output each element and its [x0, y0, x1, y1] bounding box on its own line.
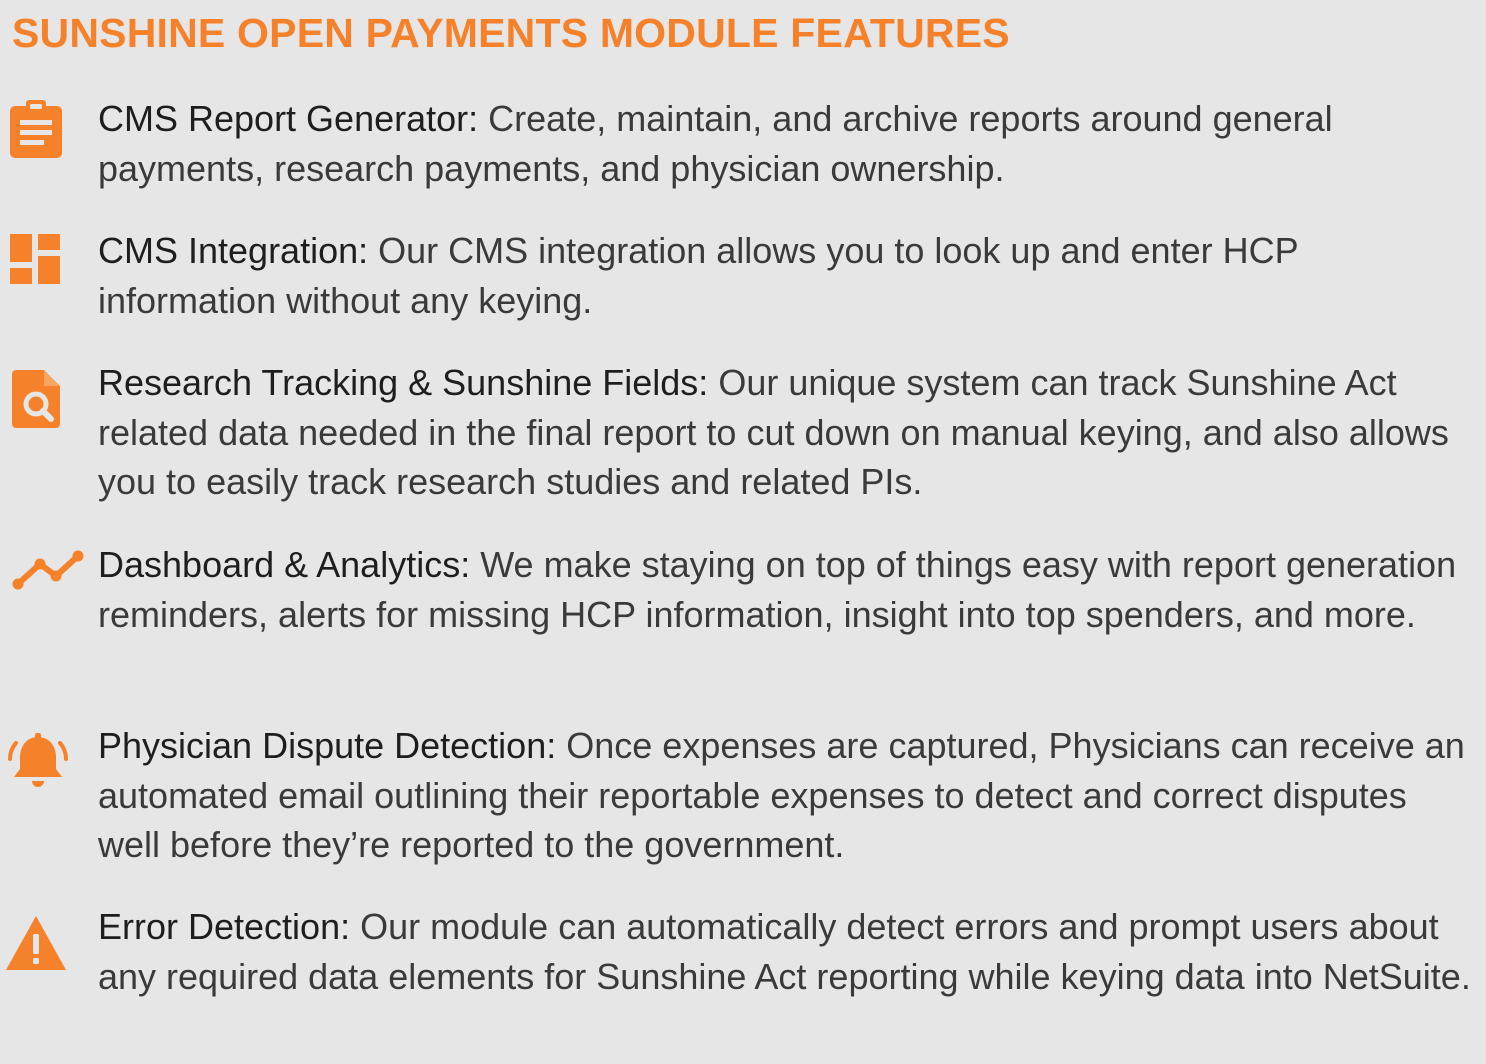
warning-icon	[4, 912, 68, 976]
feature-label: CMS Report Generator:	[98, 98, 479, 139]
dashboard-icon	[6, 230, 70, 294]
feature-description: Create, maintain, and archive reports around general payments, research payments, and physician ownership.	[98, 98, 1333, 189]
feature-description: Our module can automatically detect errors and prompt users about any required data elements for Sunshine Act reporting while keying data into NetSuite.	[98, 906, 1471, 997]
feature-description: We make staying on top of things easy with report generation reminders, alerts for missing HCP information, insight into top spenders, and more.	[98, 544, 1457, 635]
feature-label: Physician Dispute Detection:	[98, 725, 557, 766]
bell-alert-icon	[6, 729, 70, 793]
feature-label: CMS Integration:	[98, 230, 369, 271]
feature-description: Once expenses are captured, Physicians can receive an automated email outlining their reportable expenses to detect and correct disputes well before they’re reported to the government.	[98, 725, 1465, 865]
page-title: SUNSHINE OPEN PAYMENTS MODULE FEATURES	[12, 10, 1010, 56]
clipboard-icon	[6, 96, 70, 160]
analytics-line-icon	[6, 542, 86, 606]
feature-description: Our unique system can track Sunshine Act related data needed in the final report to cut down on manual keying, and also allows you to easily track research studies and related PIs.	[98, 362, 1449, 502]
feature-label: Research Tracking & Sunshine Fields:	[98, 362, 709, 403]
feature-label: Error Detection:	[98, 906, 351, 947]
feature-description: Our CMS integration allows you to look up and enter HCP information without any keying.	[98, 230, 1298, 321]
feature-label: Dashboard & Analytics:	[98, 544, 471, 585]
document-search-icon	[6, 366, 70, 430]
